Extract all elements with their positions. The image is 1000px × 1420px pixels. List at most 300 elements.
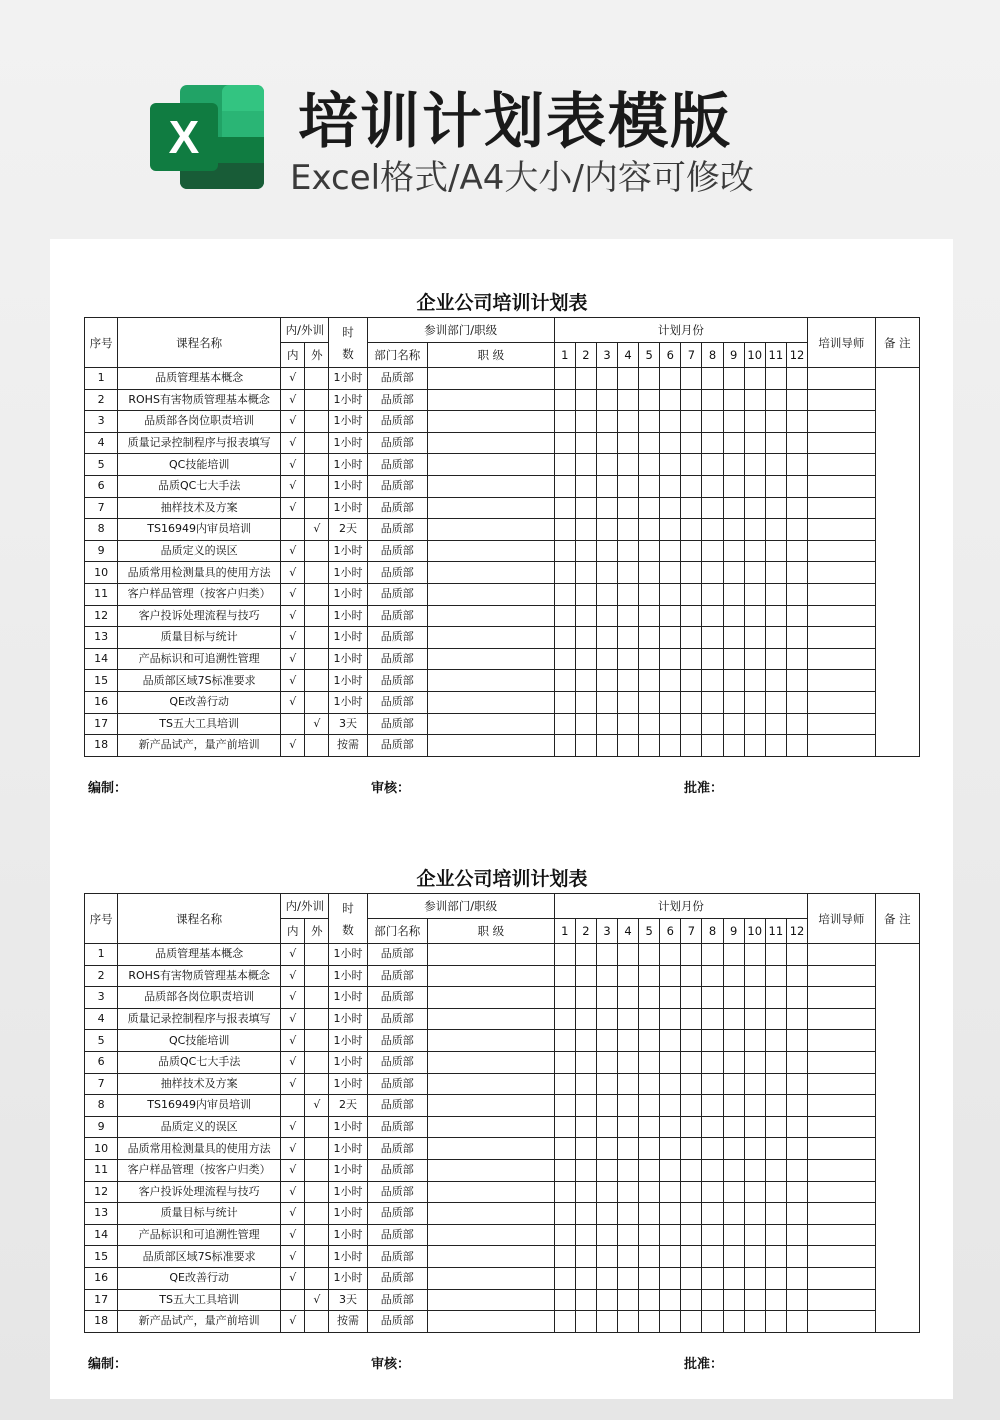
row-number: 1	[85, 944, 118, 966]
month-cell	[786, 713, 807, 735]
month-cell	[765, 1203, 786, 1225]
month-cell	[596, 1138, 617, 1160]
month-cell	[575, 1311, 596, 1333]
outer-check	[305, 497, 329, 519]
month-cell	[723, 944, 744, 966]
dept-name: 品质部	[367, 670, 427, 692]
month-cell	[618, 605, 639, 627]
month-cell	[596, 627, 617, 649]
hours: 1小时	[329, 1203, 367, 1225]
page-title: 培训计划表模版	[298, 87, 732, 157]
month-cell	[639, 965, 660, 987]
header-month: 12	[786, 919, 807, 944]
sheet-title: 企业公司培训计划表	[416, 868, 588, 890]
month-cell	[786, 368, 807, 390]
month-cell	[681, 475, 702, 497]
month-cell	[744, 1246, 765, 1268]
month-cell	[765, 432, 786, 454]
month-cell	[618, 389, 639, 411]
inner-check: √	[281, 735, 305, 757]
inner-check: √	[281, 944, 305, 966]
month-cell	[765, 1116, 786, 1138]
row-number: 6	[85, 475, 118, 497]
month-cell	[723, 389, 744, 411]
rank-cell	[427, 965, 554, 987]
rank-cell	[427, 411, 554, 433]
trainer-cell	[808, 432, 875, 454]
month-cell	[618, 368, 639, 390]
outer-check	[305, 583, 329, 605]
inner-check: √	[281, 368, 305, 390]
month-cell	[596, 1095, 617, 1117]
month-cell	[554, 1008, 575, 1030]
trainer-cell	[808, 1311, 875, 1333]
hours: 3天	[329, 1289, 367, 1311]
dept-name: 品质部	[367, 475, 427, 497]
month-cell	[596, 605, 617, 627]
month-cell	[554, 691, 575, 713]
header-month: 7	[681, 919, 702, 944]
header-dept-group: 参训部门/职级	[367, 318, 554, 343]
header-row-1	[85, 318, 920, 343]
trainer-cell	[808, 987, 875, 1009]
month-cell	[681, 411, 702, 433]
month-cell	[723, 411, 744, 433]
table-row	[85, 368, 920, 390]
hours: 1小时	[329, 670, 367, 692]
month-cell	[639, 1203, 660, 1225]
month-cell	[681, 735, 702, 757]
course-name: 抽样技术及方案	[118, 1073, 281, 1095]
month-cell	[723, 583, 744, 605]
month-cell	[618, 519, 639, 541]
month-cell	[639, 713, 660, 735]
month-cell	[765, 1159, 786, 1181]
course-name: QE改善行动	[118, 1267, 281, 1289]
month-cell	[554, 944, 575, 966]
month-cell	[639, 1008, 660, 1030]
month-cell	[744, 411, 765, 433]
table-row	[85, 1289, 920, 1311]
trainer-cell	[808, 454, 875, 476]
header-rank: 职 级	[427, 343, 554, 368]
header-dept-name: 部门名称	[367, 343, 427, 368]
reviewed-label: 审核：	[371, 781, 411, 796]
month-cell	[723, 1073, 744, 1095]
month-cell	[681, 1159, 702, 1181]
month-cell	[723, 1095, 744, 1117]
table-row	[85, 411, 920, 433]
outer-check	[305, 540, 329, 562]
month-cell	[575, 670, 596, 692]
month-cell	[660, 670, 681, 692]
month-cell	[660, 1051, 681, 1073]
inner-check	[281, 1095, 305, 1117]
month-cell	[744, 1311, 765, 1333]
month-cell	[681, 368, 702, 390]
month-cell	[575, 519, 596, 541]
outer-check	[305, 475, 329, 497]
month-cell	[618, 1073, 639, 1095]
inner-check: √	[281, 1267, 305, 1289]
month-cell	[786, 389, 807, 411]
table-row	[85, 1008, 920, 1030]
row-number: 5	[85, 454, 118, 476]
month-cell	[639, 944, 660, 966]
inner-check: √	[281, 1246, 305, 1268]
header-trainer: 培训导师	[808, 894, 875, 944]
month-cell	[575, 1051, 596, 1073]
inner-check: √	[281, 1138, 305, 1160]
month-cell	[744, 583, 765, 605]
course-name: 品质常用检测量具的使用方法	[118, 562, 281, 584]
month-cell	[744, 1159, 765, 1181]
month-cell	[765, 368, 786, 390]
month-cell	[765, 1224, 786, 1246]
month-cell	[639, 1181, 660, 1203]
month-cell	[786, 1311, 807, 1333]
hours: 1小时	[329, 944, 367, 966]
month-cell	[765, 735, 786, 757]
month-cell	[723, 1008, 744, 1030]
header-trainer: 培训导师	[808, 318, 875, 368]
header-month: 3	[596, 343, 617, 368]
table-row	[85, 583, 920, 605]
trainer-cell	[808, 1246, 875, 1268]
month-cell	[618, 411, 639, 433]
month-cell	[723, 1138, 744, 1160]
month-cell	[554, 562, 575, 584]
header-hours: 时 数	[329, 894, 367, 944]
month-cell	[575, 1267, 596, 1289]
month-cell	[765, 454, 786, 476]
inner-check: √	[281, 1181, 305, 1203]
row-number: 2	[85, 965, 118, 987]
outer-check	[305, 1311, 329, 1333]
month-cell	[575, 562, 596, 584]
dept-name: 品质部	[367, 432, 427, 454]
header-seq: 序号	[85, 318, 118, 368]
row-number: 3	[85, 411, 118, 433]
month-cell	[786, 519, 807, 541]
month-cell	[786, 691, 807, 713]
month-cell	[575, 648, 596, 670]
month-cell	[723, 627, 744, 649]
rank-cell	[427, 944, 554, 966]
month-cell	[744, 497, 765, 519]
month-cell	[596, 1203, 617, 1225]
month-cell	[575, 432, 596, 454]
course-name: TS16949内审员培训	[118, 519, 281, 541]
table-row	[85, 735, 920, 757]
month-cell	[660, 1224, 681, 1246]
month-cell	[681, 432, 702, 454]
dept-name: 品质部	[367, 605, 427, 627]
month-cell	[786, 1267, 807, 1289]
month-cell	[765, 1311, 786, 1333]
month-cell	[702, 627, 723, 649]
header-rank: 职 级	[427, 919, 554, 944]
month-cell	[744, 670, 765, 692]
inner-check: √	[281, 389, 305, 411]
hours: 1小时	[329, 411, 367, 433]
month-cell	[765, 1008, 786, 1030]
inner-check: √	[281, 540, 305, 562]
inner-check: √	[281, 454, 305, 476]
month-cell	[554, 454, 575, 476]
month-cell	[681, 1203, 702, 1225]
course-name: 品质部各岗位职责培训	[118, 411, 281, 433]
page-subtitle: Excel格式/A4大小/内容可修改	[290, 158, 754, 198]
outer-check	[305, 1224, 329, 1246]
dept-name: 品质部	[367, 1030, 427, 1052]
dept-name: 品质部	[367, 965, 427, 987]
rank-cell	[427, 1073, 554, 1095]
month-cell	[639, 1159, 660, 1181]
month-cell	[618, 648, 639, 670]
dept-name: 品质部	[367, 411, 427, 433]
header-month: 12	[786, 343, 807, 368]
table-row	[85, 627, 920, 649]
course-name: 产品标识和可追溯性管理	[118, 648, 281, 670]
month-cell	[639, 1030, 660, 1052]
month-cell	[723, 1224, 744, 1246]
month-cell	[765, 1246, 786, 1268]
table-row	[85, 691, 920, 713]
month-cell	[660, 389, 681, 411]
month-cell	[681, 627, 702, 649]
month-cell	[596, 987, 617, 1009]
month-cell	[575, 944, 596, 966]
row-number: 16	[85, 691, 118, 713]
header-month: 5	[639, 919, 660, 944]
month-cell	[681, 1246, 702, 1268]
month-cell	[618, 1159, 639, 1181]
row-number: 15	[85, 1246, 118, 1268]
hours: 1小时	[329, 540, 367, 562]
table-row	[85, 1116, 920, 1138]
inner-check: √	[281, 987, 305, 1009]
row-number: 10	[85, 1138, 118, 1160]
header-inner: 内	[281, 343, 305, 368]
month-cell	[702, 1289, 723, 1311]
month-cell	[744, 1073, 765, 1095]
month-cell	[660, 540, 681, 562]
month-cell	[723, 691, 744, 713]
month-cell	[554, 1116, 575, 1138]
hours: 1小时	[329, 497, 367, 519]
month-cell	[681, 562, 702, 584]
hours: 1小时	[329, 475, 367, 497]
month-cell	[660, 454, 681, 476]
month-cell	[618, 944, 639, 966]
course-name: 新产品试产，量产前培训	[118, 1311, 281, 1333]
trainer-cell	[808, 1289, 875, 1311]
month-cell	[681, 944, 702, 966]
signature-footer	[84, 777, 920, 797]
month-cell	[575, 1008, 596, 1030]
month-cell	[765, 497, 786, 519]
month-cell	[618, 540, 639, 562]
month-cell	[702, 691, 723, 713]
month-cell	[681, 1116, 702, 1138]
month-cell	[554, 735, 575, 757]
month-cell	[639, 1289, 660, 1311]
month-cell	[618, 987, 639, 1009]
month-cell	[660, 1073, 681, 1095]
month-cell	[596, 411, 617, 433]
hours: 1小时	[329, 1138, 367, 1160]
month-cell	[723, 648, 744, 670]
outer-check	[305, 735, 329, 757]
month-cell	[681, 519, 702, 541]
dept-name: 品质部	[367, 1138, 427, 1160]
header-month: 2	[575, 919, 596, 944]
inner-check: √	[281, 691, 305, 713]
inner-check	[281, 519, 305, 541]
month-cell	[681, 1311, 702, 1333]
month-cell	[744, 389, 765, 411]
course-name: 质量记录控制程序与报表填写	[118, 1008, 281, 1030]
month-cell	[723, 735, 744, 757]
month-cell	[660, 1246, 681, 1268]
dept-name: 品质部	[367, 1159, 427, 1181]
month-cell	[660, 519, 681, 541]
month-cell	[681, 670, 702, 692]
course-name: TS五大工具培训	[118, 713, 281, 735]
month-cell	[554, 627, 575, 649]
month-cell	[786, 1116, 807, 1138]
month-cell	[786, 432, 807, 454]
table-row	[85, 648, 920, 670]
month-cell	[744, 944, 765, 966]
month-cell	[681, 497, 702, 519]
month-cell	[723, 454, 744, 476]
header-month: 8	[702, 919, 723, 944]
inner-check: √	[281, 583, 305, 605]
month-cell	[660, 713, 681, 735]
dept-name: 品质部	[367, 987, 427, 1009]
header-remark: 备 注	[875, 894, 919, 944]
month-cell	[639, 1267, 660, 1289]
header-month: 1	[554, 343, 575, 368]
month-cell	[786, 1138, 807, 1160]
rank-cell	[427, 1051, 554, 1073]
month-cell	[554, 965, 575, 987]
month-cell	[744, 1203, 765, 1225]
trainer-cell	[808, 1181, 875, 1203]
course-name: 产品标识和可追溯性管理	[118, 1224, 281, 1246]
hours: 1小时	[329, 368, 367, 390]
dept-name: 品质部	[367, 1095, 427, 1117]
month-cell	[618, 1224, 639, 1246]
course-name: 品质管理基本概念	[118, 944, 281, 966]
row-number: 12	[85, 605, 118, 627]
month-cell	[702, 475, 723, 497]
month-cell	[575, 1138, 596, 1160]
reviewed-label: 审核：	[371, 1357, 411, 1372]
month-cell	[639, 605, 660, 627]
month-cell	[639, 1246, 660, 1268]
hours: 1小时	[329, 605, 367, 627]
month-cell	[554, 389, 575, 411]
hours: 1小时	[329, 1008, 367, 1030]
month-cell	[681, 605, 702, 627]
hours: 3天	[329, 713, 367, 735]
rank-cell	[427, 368, 554, 390]
month-cell	[660, 1289, 681, 1311]
month-cell	[618, 1246, 639, 1268]
month-cell	[575, 1116, 596, 1138]
trainer-cell	[808, 627, 875, 649]
month-cell	[723, 1246, 744, 1268]
month-cell	[596, 454, 617, 476]
month-cell	[554, 1030, 575, 1052]
month-cell	[702, 735, 723, 757]
dept-name: 品质部	[367, 1203, 427, 1225]
month-cell	[618, 1095, 639, 1117]
trainer-cell	[808, 475, 875, 497]
course-name: 质量目标与统计	[118, 1203, 281, 1225]
header-row-1	[85, 894, 920, 919]
month-cell	[554, 1073, 575, 1095]
month-cell	[660, 1311, 681, 1333]
row-number: 13	[85, 1203, 118, 1225]
month-cell	[575, 735, 596, 757]
header-remark: 备 注	[875, 318, 919, 368]
trainer-cell	[808, 1267, 875, 1289]
month-cell	[702, 1138, 723, 1160]
trainer-cell	[808, 368, 875, 390]
month-cell	[596, 1311, 617, 1333]
month-cell	[596, 735, 617, 757]
month-cell	[660, 1008, 681, 1030]
inner-check: √	[281, 562, 305, 584]
outer-check: √	[305, 1289, 329, 1311]
header-dept-group: 参训部门/职级	[367, 894, 554, 919]
trainer-cell	[808, 670, 875, 692]
month-cell	[786, 987, 807, 1009]
month-cell	[575, 454, 596, 476]
month-cell	[554, 648, 575, 670]
table-row	[85, 562, 920, 584]
header-course: 课程名称	[118, 894, 281, 944]
month-cell	[765, 944, 786, 966]
month-cell	[702, 389, 723, 411]
month-cell	[618, 562, 639, 584]
month-cell	[575, 627, 596, 649]
month-cell	[681, 1008, 702, 1030]
rank-cell	[427, 497, 554, 519]
month-cell	[723, 368, 744, 390]
month-cell	[554, 605, 575, 627]
month-cell	[702, 648, 723, 670]
header-month: 4	[618, 919, 639, 944]
signature-footer	[84, 1353, 920, 1373]
row-number: 6	[85, 1051, 118, 1073]
month-cell	[639, 1051, 660, 1073]
trainer-cell	[808, 1203, 875, 1225]
row-number: 14	[85, 648, 118, 670]
month-cell	[744, 735, 765, 757]
hours: 1小时	[329, 1267, 367, 1289]
trainer-cell	[808, 389, 875, 411]
month-cell	[639, 735, 660, 757]
table-row	[85, 540, 920, 562]
trainer-cell	[808, 965, 875, 987]
inner-check: √	[281, 670, 305, 692]
month-cell	[723, 1181, 744, 1203]
